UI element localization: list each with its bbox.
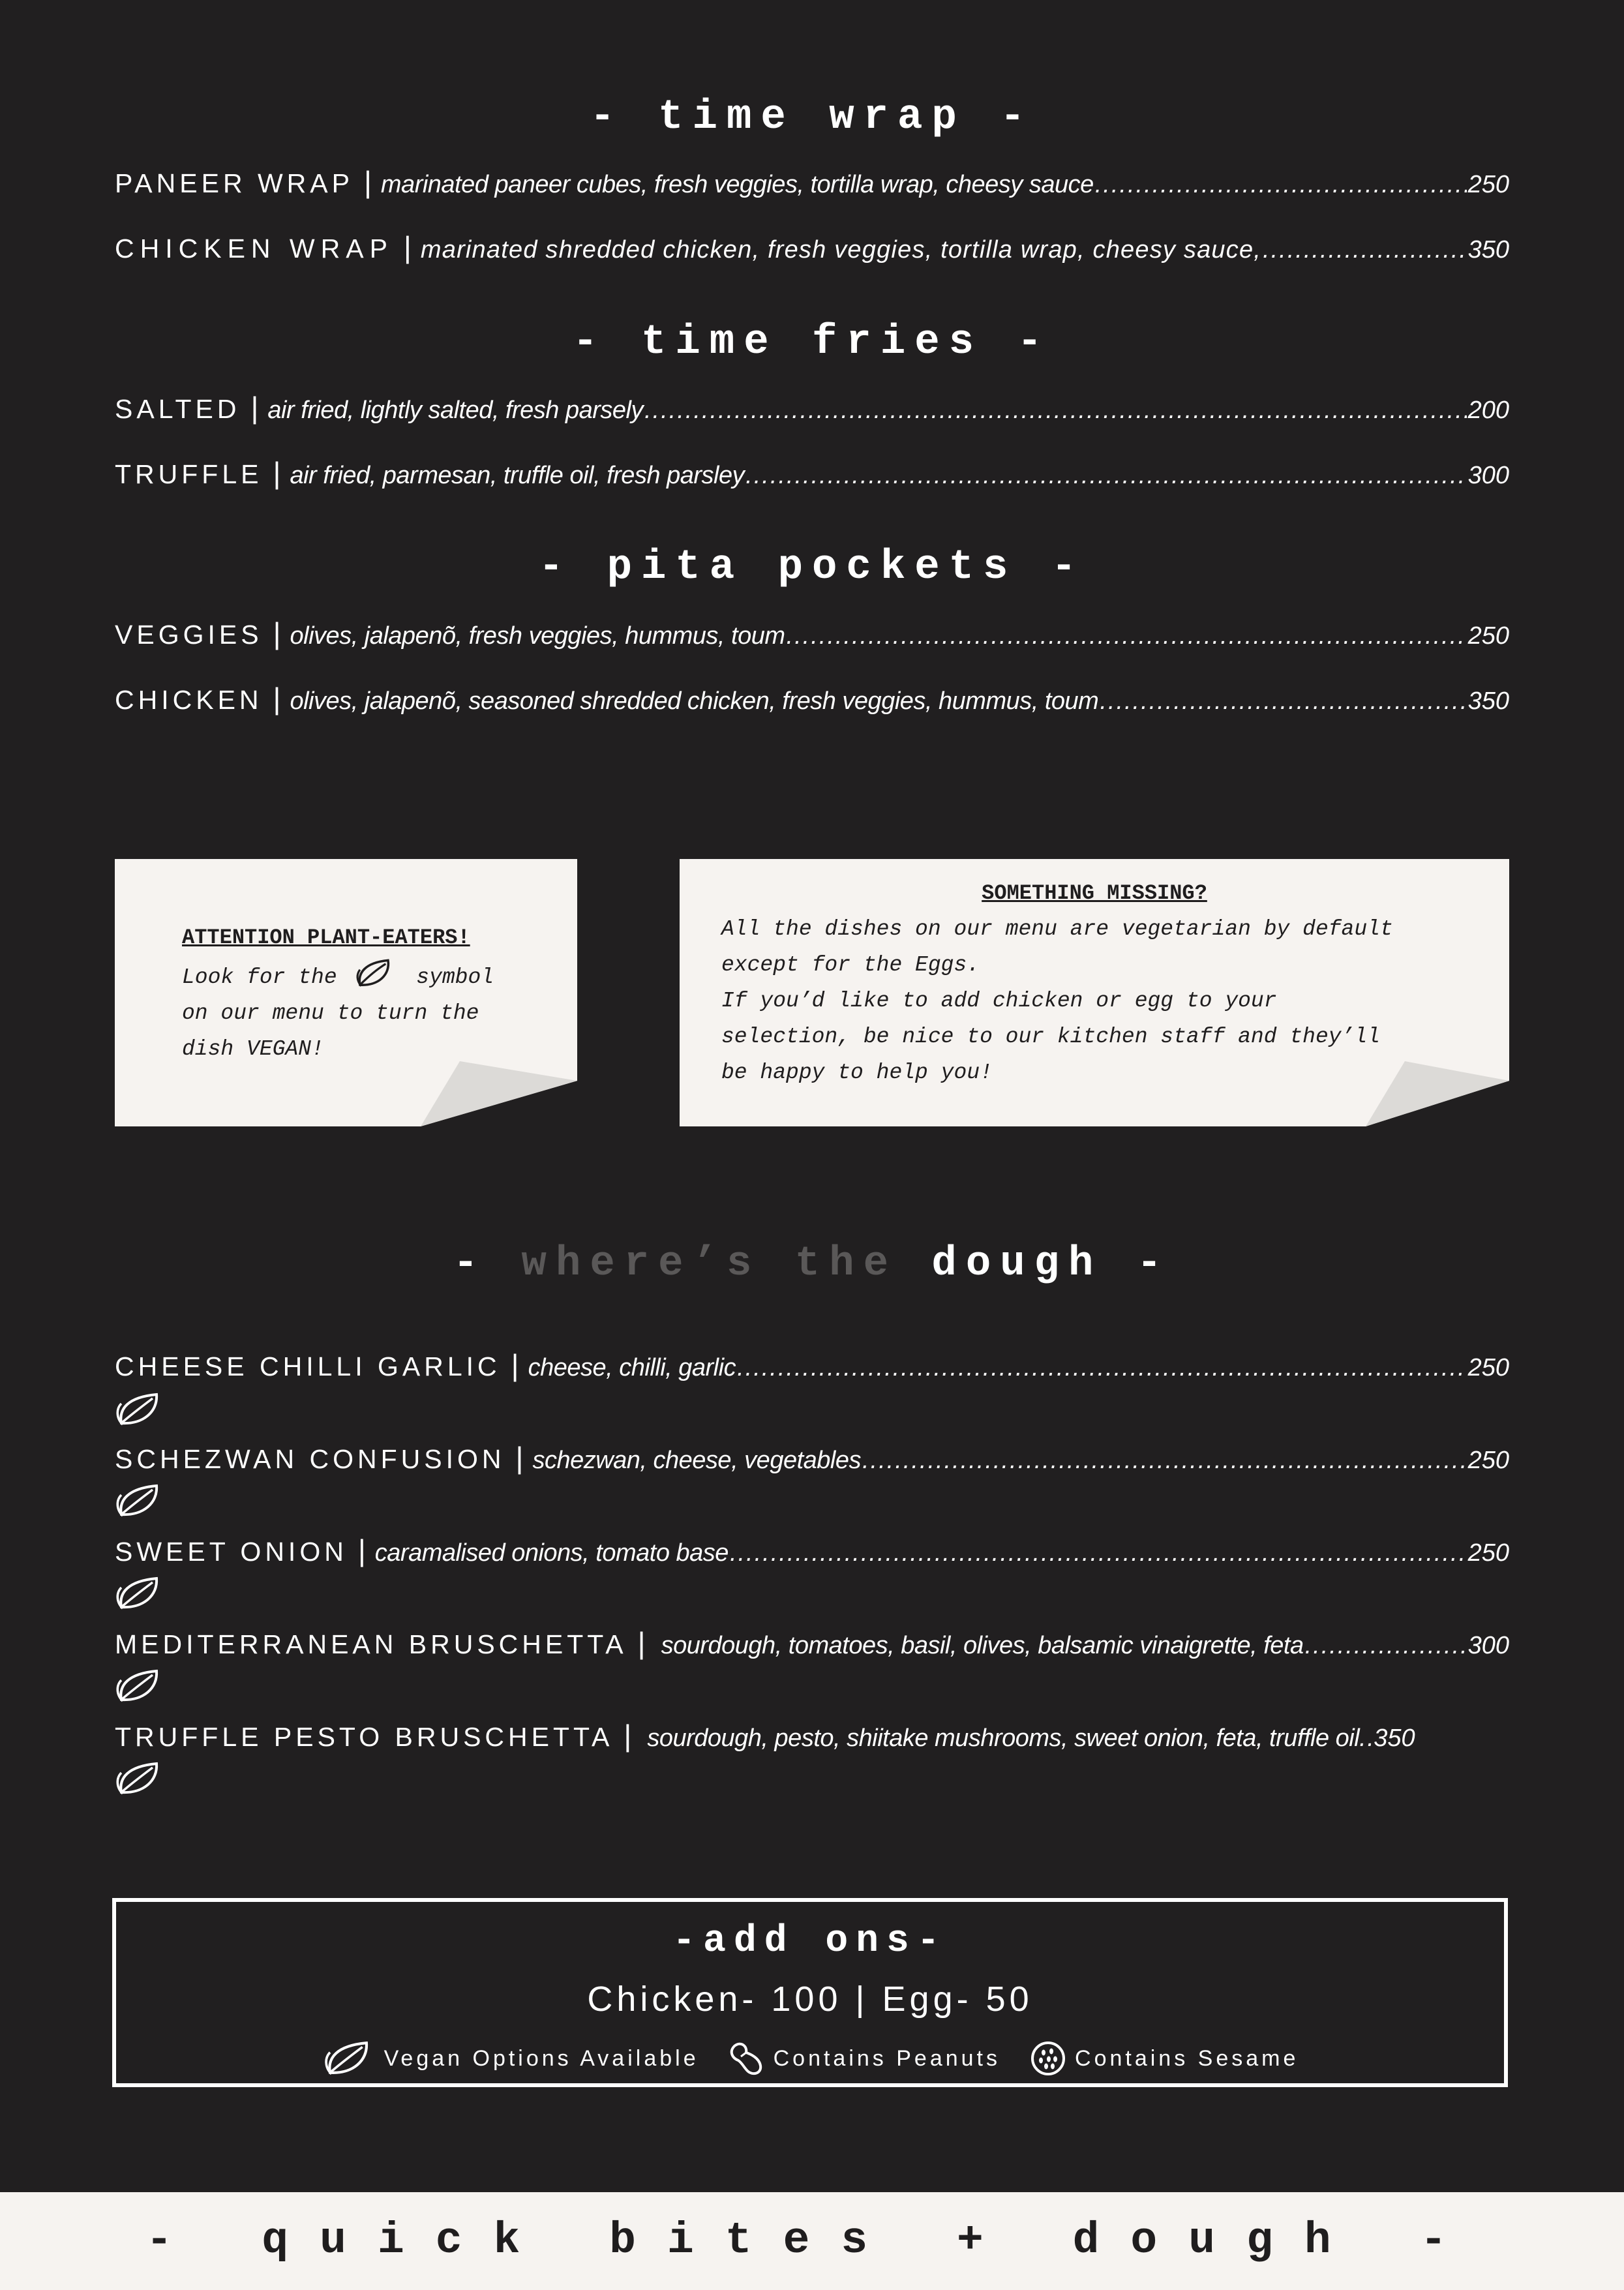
note-something-missing xyxy=(680,859,1509,1126)
item-separator: | xyxy=(637,1626,646,1660)
dot-leader xyxy=(745,462,1466,490)
section-title-fries: - time fries - xyxy=(573,319,1051,366)
menu-item xyxy=(115,1533,1509,1572)
leaf-icon xyxy=(113,1391,166,1428)
item-separator: | xyxy=(515,1441,524,1475)
item-name: VEGGIES xyxy=(115,620,263,650)
dot-leader xyxy=(1100,687,1466,716)
item-separator: | xyxy=(357,1533,366,1567)
dot-leader xyxy=(1263,236,1467,264)
item-name: CHICKEN WRAP xyxy=(115,234,393,264)
item-price: 350 xyxy=(1374,1725,1415,1752)
dot-leader xyxy=(644,397,1467,425)
item-separator: | xyxy=(363,165,372,199)
section-title-wrap: - time wrap - xyxy=(590,94,1034,141)
item-price: 250 xyxy=(1467,1539,1509,1567)
menu-item xyxy=(115,1348,1509,1387)
menu-item xyxy=(115,164,1509,203)
menu-item xyxy=(115,616,1509,655)
item-price: 350 xyxy=(1467,687,1509,715)
item-name: TRUFFLE xyxy=(115,459,263,489)
title-dash: - xyxy=(1102,1241,1171,1288)
leaf-icon xyxy=(322,2039,376,2078)
leaf-icon xyxy=(113,1574,166,1612)
title-bold: dough xyxy=(931,1241,1103,1288)
item-price: 300 xyxy=(1467,462,1509,489)
item-description: sourdough, pesto, shiitake mushrooms, sweet onion, feta, truffle oil. xyxy=(647,1725,1366,1752)
item-separator: | xyxy=(273,682,281,716)
item-name: PANEER WRAP xyxy=(115,168,353,198)
item-description: sourdough, tomatoes, basil, olives, balsamic vinaigrette, feta xyxy=(661,1632,1304,1659)
menu-item xyxy=(115,1718,1509,1757)
item-description: air fried, lightly salted, fresh parsely xyxy=(267,397,643,424)
item-price: 350 xyxy=(1467,236,1509,264)
item-description: air fried, parmesan, truffle oil, fresh parsley xyxy=(290,462,745,489)
legend-label: Contains Sesame xyxy=(1075,2045,1299,2071)
addons-prices: Chicken- 100 | Egg- 50 xyxy=(587,1980,1033,2019)
item-description: caramalised onions, tomato base xyxy=(374,1539,729,1567)
legend-label: Contains Peanuts xyxy=(773,2045,1001,2071)
item-name: SWEET ONION xyxy=(115,1537,348,1567)
menu-item xyxy=(115,230,1509,269)
item-separator: | xyxy=(273,456,281,490)
title-muted: where’s the xyxy=(521,1241,898,1288)
leaf-icon xyxy=(352,957,400,991)
item-name: MEDITERRANEAN BRUSCHETTA xyxy=(115,1629,627,1659)
item-separator: | xyxy=(250,391,259,425)
item-description: marinated paneer cubes, fresh veggies, tortilla wrap, cheesy sauce xyxy=(380,171,1094,198)
note-text: dish VEGAN! xyxy=(182,1037,324,1061)
page-curl xyxy=(421,1061,577,1126)
dot-leader xyxy=(1367,1725,1372,1753)
item-description: marinated shredded chicken, fresh veggies, tortilla wrap, cheesy sauce, xyxy=(420,236,1262,264)
addons-title: -add ons- xyxy=(672,1920,948,1963)
note-text: except for the Eggs. xyxy=(721,953,980,977)
note-text: symbol xyxy=(416,965,494,989)
item-name: CHICKEN xyxy=(115,685,263,715)
footer-banner: - quick bites + dough - xyxy=(0,2192,1624,2290)
item-name: TRUFFLE PESTO BRUSCHETTA xyxy=(115,1722,614,1752)
dot-leader xyxy=(1095,171,1467,199)
item-price: 250 xyxy=(1467,622,1509,650)
item-separator: | xyxy=(403,230,412,264)
allergen-legend xyxy=(116,2039,1504,2078)
item-description: schezwan, cheese, vegetables xyxy=(532,1447,861,1474)
dot-leader xyxy=(787,622,1467,650)
note-text: selection, be nice to our kitchen staff and they’ll xyxy=(721,1025,1380,1049)
peanut-icon xyxy=(728,2040,766,2077)
addons-box xyxy=(112,1898,1508,2087)
note-body xyxy=(721,911,1393,1091)
item-price: 250 xyxy=(1467,171,1509,198)
dot-leader xyxy=(730,1539,1467,1567)
note-title: SOMETHING MISSING? xyxy=(982,881,1207,905)
item-separator: | xyxy=(511,1348,519,1382)
note-text: If you’d like to add chicken or egg to your xyxy=(721,989,1277,1013)
legend-item-sesame xyxy=(1029,2040,1299,2077)
leaf-icon xyxy=(113,1667,166,1705)
note-title: ATTENTION PLANT-EATERS! xyxy=(182,926,470,950)
legend-label: Vegan Options Available xyxy=(383,2045,699,2071)
dot-leader xyxy=(1305,1632,1467,1660)
item-separator: | xyxy=(273,616,281,650)
note-plant-eaters xyxy=(115,859,577,1126)
leaf-icon xyxy=(113,1482,166,1520)
item-price: 250 xyxy=(1467,1447,1509,1474)
title-dash: - xyxy=(453,1241,522,1288)
menu-item xyxy=(115,1625,1509,1665)
item-description: olives, jalapenõ, seasoned shredded chicken, fresh veggies, hummus, toum xyxy=(290,687,1099,715)
item-description: olives, jalapenõ, fresh veggies, hummus, toum xyxy=(290,622,785,650)
legend-item-vegan xyxy=(322,2039,699,2078)
item-name: SALTED xyxy=(115,394,241,424)
item-name: SCHEZWAN CONFUSION xyxy=(115,1444,505,1474)
item-price: 300 xyxy=(1467,1632,1509,1659)
menu-item xyxy=(115,390,1509,429)
note-text: All the dishes on our menu are vegetarian by default xyxy=(721,917,1393,941)
item-separator: | xyxy=(624,1719,632,1753)
item-name: CHEESE CHILLI GARLIC xyxy=(115,1351,501,1381)
item-description: cheese, chilli, garlic xyxy=(528,1354,736,1381)
leaf-icon xyxy=(113,1760,166,1798)
menu-item xyxy=(115,455,1509,494)
section-title-dough xyxy=(0,1241,1624,1288)
legend-item-peanuts xyxy=(728,2040,1000,2077)
note-text: Look for the xyxy=(182,965,337,989)
note-text: be happy to help you! xyxy=(721,1061,993,1085)
menu-item xyxy=(115,1440,1509,1479)
item-price: 200 xyxy=(1467,397,1509,424)
note-body xyxy=(182,957,494,1067)
sesame-icon xyxy=(1029,2040,1067,2077)
menu-item xyxy=(115,681,1509,720)
page-curl xyxy=(1366,1061,1509,1126)
section-title-pita: - pita pockets - xyxy=(538,544,1086,591)
item-price: 250 xyxy=(1467,1354,1509,1381)
dot-leader xyxy=(862,1447,1467,1475)
note-text: on our menu to turn the xyxy=(182,1001,479,1025)
dot-leader xyxy=(737,1354,1467,1382)
